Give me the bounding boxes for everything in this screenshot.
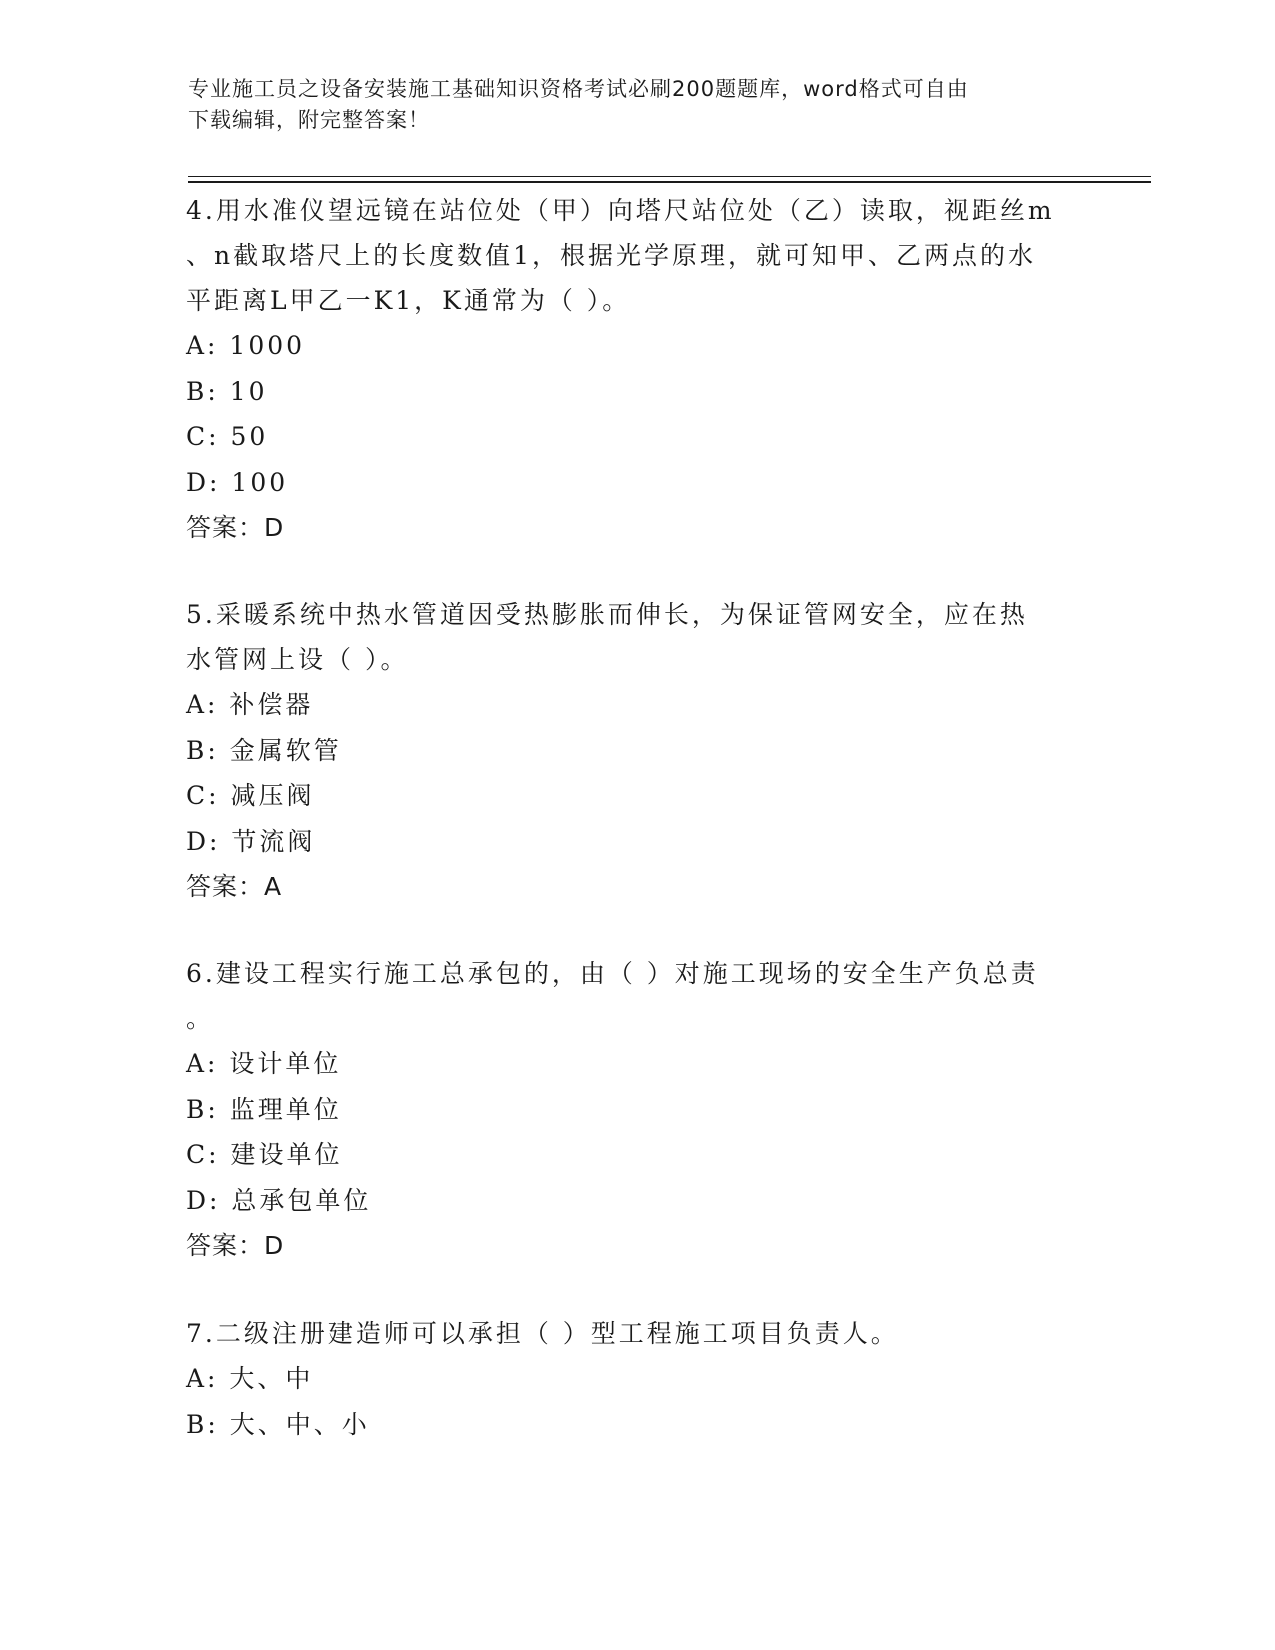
option-a: A: 大、中 — [186, 1364, 314, 1393]
question-stem: 5.采暖系统中热水管道因受热膨胀而伸长，为保证管网安全，应在热 — [186, 600, 1028, 629]
option-a: A: 1000 — [186, 331, 306, 360]
option-c: C: 建设单位 — [186, 1140, 343, 1169]
answer-line: 答案：A — [186, 872, 283, 901]
question-4 — [186, 188, 1086, 551]
option-b: B: 金属软管 — [186, 735, 342, 765]
header-divider-thin — [188, 176, 1151, 177]
option-d: D: 总承包单位 — [186, 1185, 372, 1215]
header-divider-thick — [188, 181, 1151, 183]
option-a: A: 设计单位 — [186, 1049, 342, 1078]
question-5 — [186, 592, 1086, 910]
option-d: D: 节流阀 — [186, 826, 316, 856]
option-c: C: 减压阀 — [186, 781, 315, 810]
option-b: B: 监理单位 — [186, 1094, 342, 1124]
question-6 — [186, 951, 1086, 1269]
question-stem: 4.用水准仪望远镜在站位处（甲）向塔尺站位处（乙）读取，视距丝m — [186, 196, 1055, 225]
question-stem: 平距离L甲乙一K1，K通常为（ ）。 — [186, 286, 631, 315]
answer-line: 答案：D — [186, 1231, 285, 1260]
header-line-1: 专业施工员之设备安装施工基础知识资格考试必刷200题题库，word格式可自由 — [188, 77, 969, 101]
question-stem: 7.二级注册建造师可以承担（ ）型工程施工项目负责人。 — [186, 1319, 899, 1348]
question-stem: 。 — [186, 1004, 215, 1033]
document-header — [188, 74, 1088, 136]
option-d: D: 100 — [186, 467, 289, 497]
question-7 — [186, 1311, 1086, 1447]
answer-line: 答案：D — [186, 513, 285, 542]
option-b: B: 大、中、小 — [186, 1409, 370, 1439]
option-b: B: 10 — [186, 376, 268, 406]
header-line-2: 下载编辑，附完整答案！ — [188, 108, 430, 132]
question-stem: 、n截取塔尺上的长度数值1，根据光学原理，就可知甲、乙两点的水 — [186, 241, 1037, 270]
question-stem: 水管网上设（ ）。 — [186, 645, 409, 674]
option-a: A: 补偿器 — [186, 690, 314, 719]
question-stem: 6.建设工程实行施工总承包的，由（ ）对施工现场的安全生产负总责 — [186, 959, 1039, 988]
option-c: C: 50 — [186, 422, 269, 451]
